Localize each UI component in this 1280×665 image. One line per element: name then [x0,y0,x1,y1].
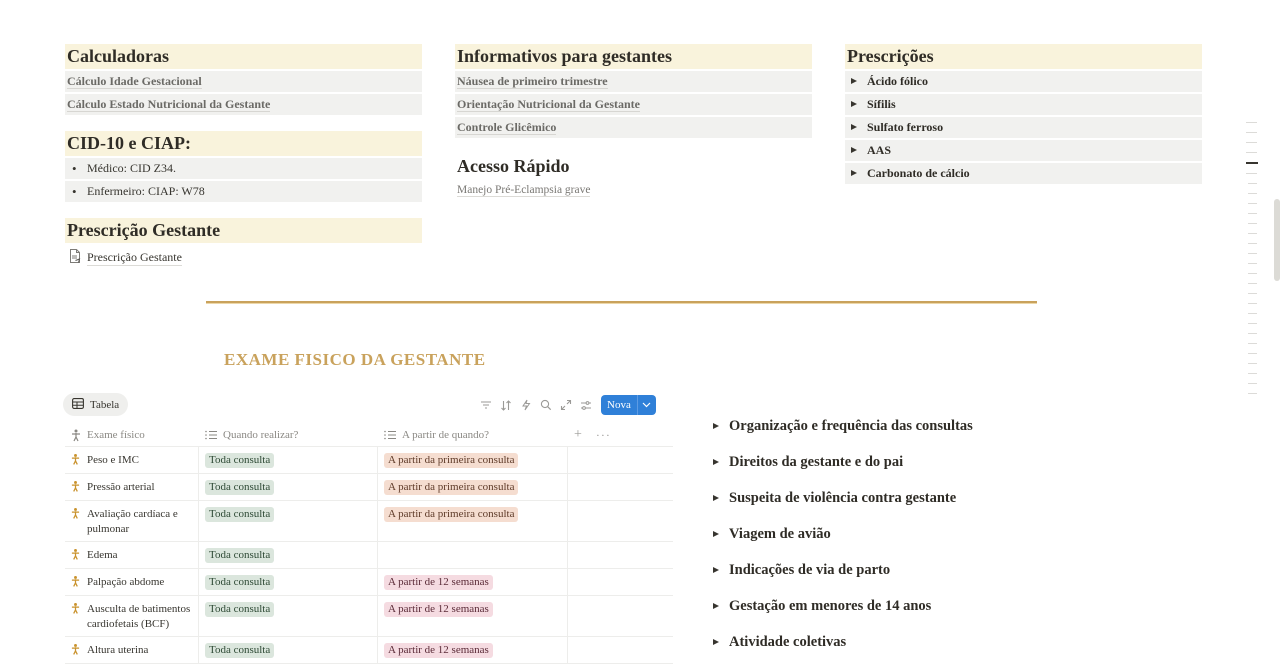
database-toolbar [476,395,656,415]
column-header-label: Exame físico [87,429,145,441]
person-icon [71,480,80,498]
toggle-via-parto[interactable] [712,560,973,596]
table-of-contents-outline[interactable] [1246,122,1258,403]
apartir-tag: A partir da primeira consulta [384,480,518,495]
column-header-label: A partir de quando? [402,429,490,441]
link-orientacao-nutricional[interactable] [455,94,812,115]
toggle-label: Gestação em menores de 14 anos [729,598,932,614]
column-left [65,44,422,268]
title-property-icon [71,429,81,442]
apartir-tag: A partir da primeira consulta [384,453,518,468]
apartir-tag: A partir de 12 semanas [384,602,493,617]
link-label: Manejo Pré-Eclampsia grave [457,184,591,196]
toggle-label: Viagem de avião [729,526,831,542]
person-icon [71,548,80,566]
vertical-scrollbar[interactable] [1274,199,1280,281]
apartir-tag: A partir de 12 semanas [384,643,493,658]
informativos-heading: Informativos para gestantes [455,44,812,69]
toggle-triangle-icon[interactable] [713,567,719,573]
toggle-triangle-icon[interactable] [851,170,857,176]
toggle-label: Ácido fólico [867,74,928,88]
table-row[interactable] [65,637,673,664]
toggle-carbonato-calcio[interactable] [845,163,1202,184]
quando-tag: Toda consulta [205,643,274,658]
link-label: Cálculo Idade Gestacional [67,74,202,88]
exam-name: Pressão arterial [87,481,155,493]
person-icon [71,575,80,593]
prescricao-gestante-heading: Prescrição Gestante [65,218,422,243]
apartir-tag: A partir de 12 semanas [384,575,493,590]
link-label: Cálculo Estado Nutricional da Gestante [67,97,271,111]
toggle-label: Indicações de via de parto [729,562,891,578]
toggle-label: Direitos da gestante e do pai [729,454,904,470]
toggle-organizacao-consultas[interactable] [712,416,973,452]
table-row[interactable] [65,447,673,474]
new-record-button[interactable] [601,395,656,415]
quando-tag: Toda consulta [205,480,274,495]
toggle-triangle-icon[interactable] [851,147,857,153]
link-calculo-idade-gestacional[interactable] [65,71,422,92]
list-property-icon [384,430,396,440]
toggle-label: Sulfato ferroso [867,120,944,134]
quando-tag: Toda consulta [205,453,274,468]
apartir-tag: A partir da primeira consulta [384,507,518,522]
chevron-down-icon[interactable] [637,395,656,415]
calculadoras-heading: Calculadoras [65,44,422,69]
toggle-direitos-gestante[interactable] [712,452,973,488]
info-toggle-list [712,416,973,665]
toggle-triangle-icon[interactable] [713,495,719,501]
exam-name: Palpação abdome [87,576,165,588]
toggle-sifilis[interactable] [845,94,1202,115]
toggle-triangle-icon[interactable] [713,459,719,465]
search-icon[interactable] [536,395,556,415]
table-row[interactable] [65,569,673,596]
person-icon [71,507,80,537]
cid-heading: CID-10 e CIAP: [65,131,422,156]
column-header-actions [568,424,673,446]
exam-name: Altura uterina [87,644,149,656]
column-middle [455,44,812,196]
exam-name: Avaliação cardíaca e pulmonar [87,508,178,535]
toggle-viagem-aviao[interactable] [712,524,973,560]
exam-name: Edema [87,549,118,561]
toggle-menores-14[interactable] [712,596,973,632]
column-right [845,44,1202,186]
toggle-triangle-icon[interactable] [851,101,857,107]
toggle-triangle-icon[interactable] [851,78,857,84]
prescricao-gestante-page-link[interactable] [65,245,422,268]
toggle-triangle-icon[interactable] [851,124,857,130]
quando-tag: Toda consulta [205,507,274,522]
toggle-suspeita-violencia[interactable] [712,488,973,524]
toggle-label: Sífilis [867,97,896,111]
person-icon [71,453,80,471]
automation-icon[interactable] [516,395,536,415]
toggle-triangle-icon[interactable] [713,603,719,609]
table-header [65,424,673,447]
page-document-icon [67,248,83,268]
toggle-atividade-coletivas[interactable] [712,632,973,665]
filter-icon[interactable] [476,395,496,415]
exam-name: Ausculta de batimentos cardiofetais (BCF) [87,603,191,630]
toggle-acido-folico[interactable] [845,71,1202,92]
column-header-quando[interactable] [199,424,378,446]
exam-name: Peso e IMC [87,454,139,466]
link-calculo-estado-nutricional[interactable] [65,94,422,115]
column-header-label: Quando realizar? [223,429,299,441]
table-row[interactable] [65,501,673,542]
person-icon [71,643,80,661]
view-tab-tabela[interactable] [63,393,128,416]
table-row[interactable] [65,542,673,569]
more-options-icon[interactable]: ··· [595,427,611,442]
expand-icon[interactable] [556,395,576,415]
link-manejo-pre-eclampsia[interactable] [455,184,812,196]
link-label: Controle Glicêmico [457,120,557,134]
page-link-label: Prescrição Gestante [87,250,182,264]
toggle-label: Organização e frequência das consultas [729,418,973,434]
view-tab-label: Tabela [90,398,120,411]
quando-tag: Toda consulta [205,575,274,590]
exame-fisico-heading: EXAME FISICO DA GESTANTE [224,350,486,369]
toggle-sulfato-ferroso[interactable] [845,117,1202,138]
toggle-label: Suspeita de violência contra gestante [729,490,957,506]
toggle-label: AAS [867,143,892,157]
toggle-label: Atividade coletivas [729,634,847,650]
table-row[interactable] [65,596,673,637]
table-row[interactable] [65,474,673,501]
link-label: Náusea de primeiro trimestre [457,74,608,88]
table-icon [72,398,84,412]
new-button-label: Nova [607,399,631,411]
toggle-triangle-icon[interactable] [713,423,719,429]
settings-icon[interactable] [576,395,596,415]
column-header-exame[interactable] [65,424,199,446]
cid-item-medico: • Médico: CID Z34. [65,158,422,179]
cid-item-enfermeiro: • Enfermeiro: CIAP: W78 [65,181,422,202]
prescricoes-heading: Prescrições [845,44,1202,69]
exame-fisico-table [65,424,673,664]
quando-tag: Toda consulta [205,548,274,563]
sort-icon[interactable] [496,395,516,415]
quando-tag: Toda consulta [205,602,274,617]
link-nausea[interactable] [455,71,812,92]
toggle-triangle-icon[interactable] [713,639,719,645]
person-icon [71,602,80,632]
link-controle-glicemico[interactable] [455,117,812,138]
toggle-aas[interactable] [845,140,1202,161]
acesso-rapido-heading: Acesso Rápido [457,156,570,176]
list-property-icon [205,430,217,440]
column-header-apartir[interactable] [378,424,568,446]
toggle-triangle-icon[interactable] [713,531,719,537]
toggle-label: Carbonato de cálcio [867,166,970,180]
link-label: Orientação Nutricional da Gestante [457,97,640,111]
gold-divider [206,301,1037,304]
add-property-icon[interactable]: + [574,427,582,442]
